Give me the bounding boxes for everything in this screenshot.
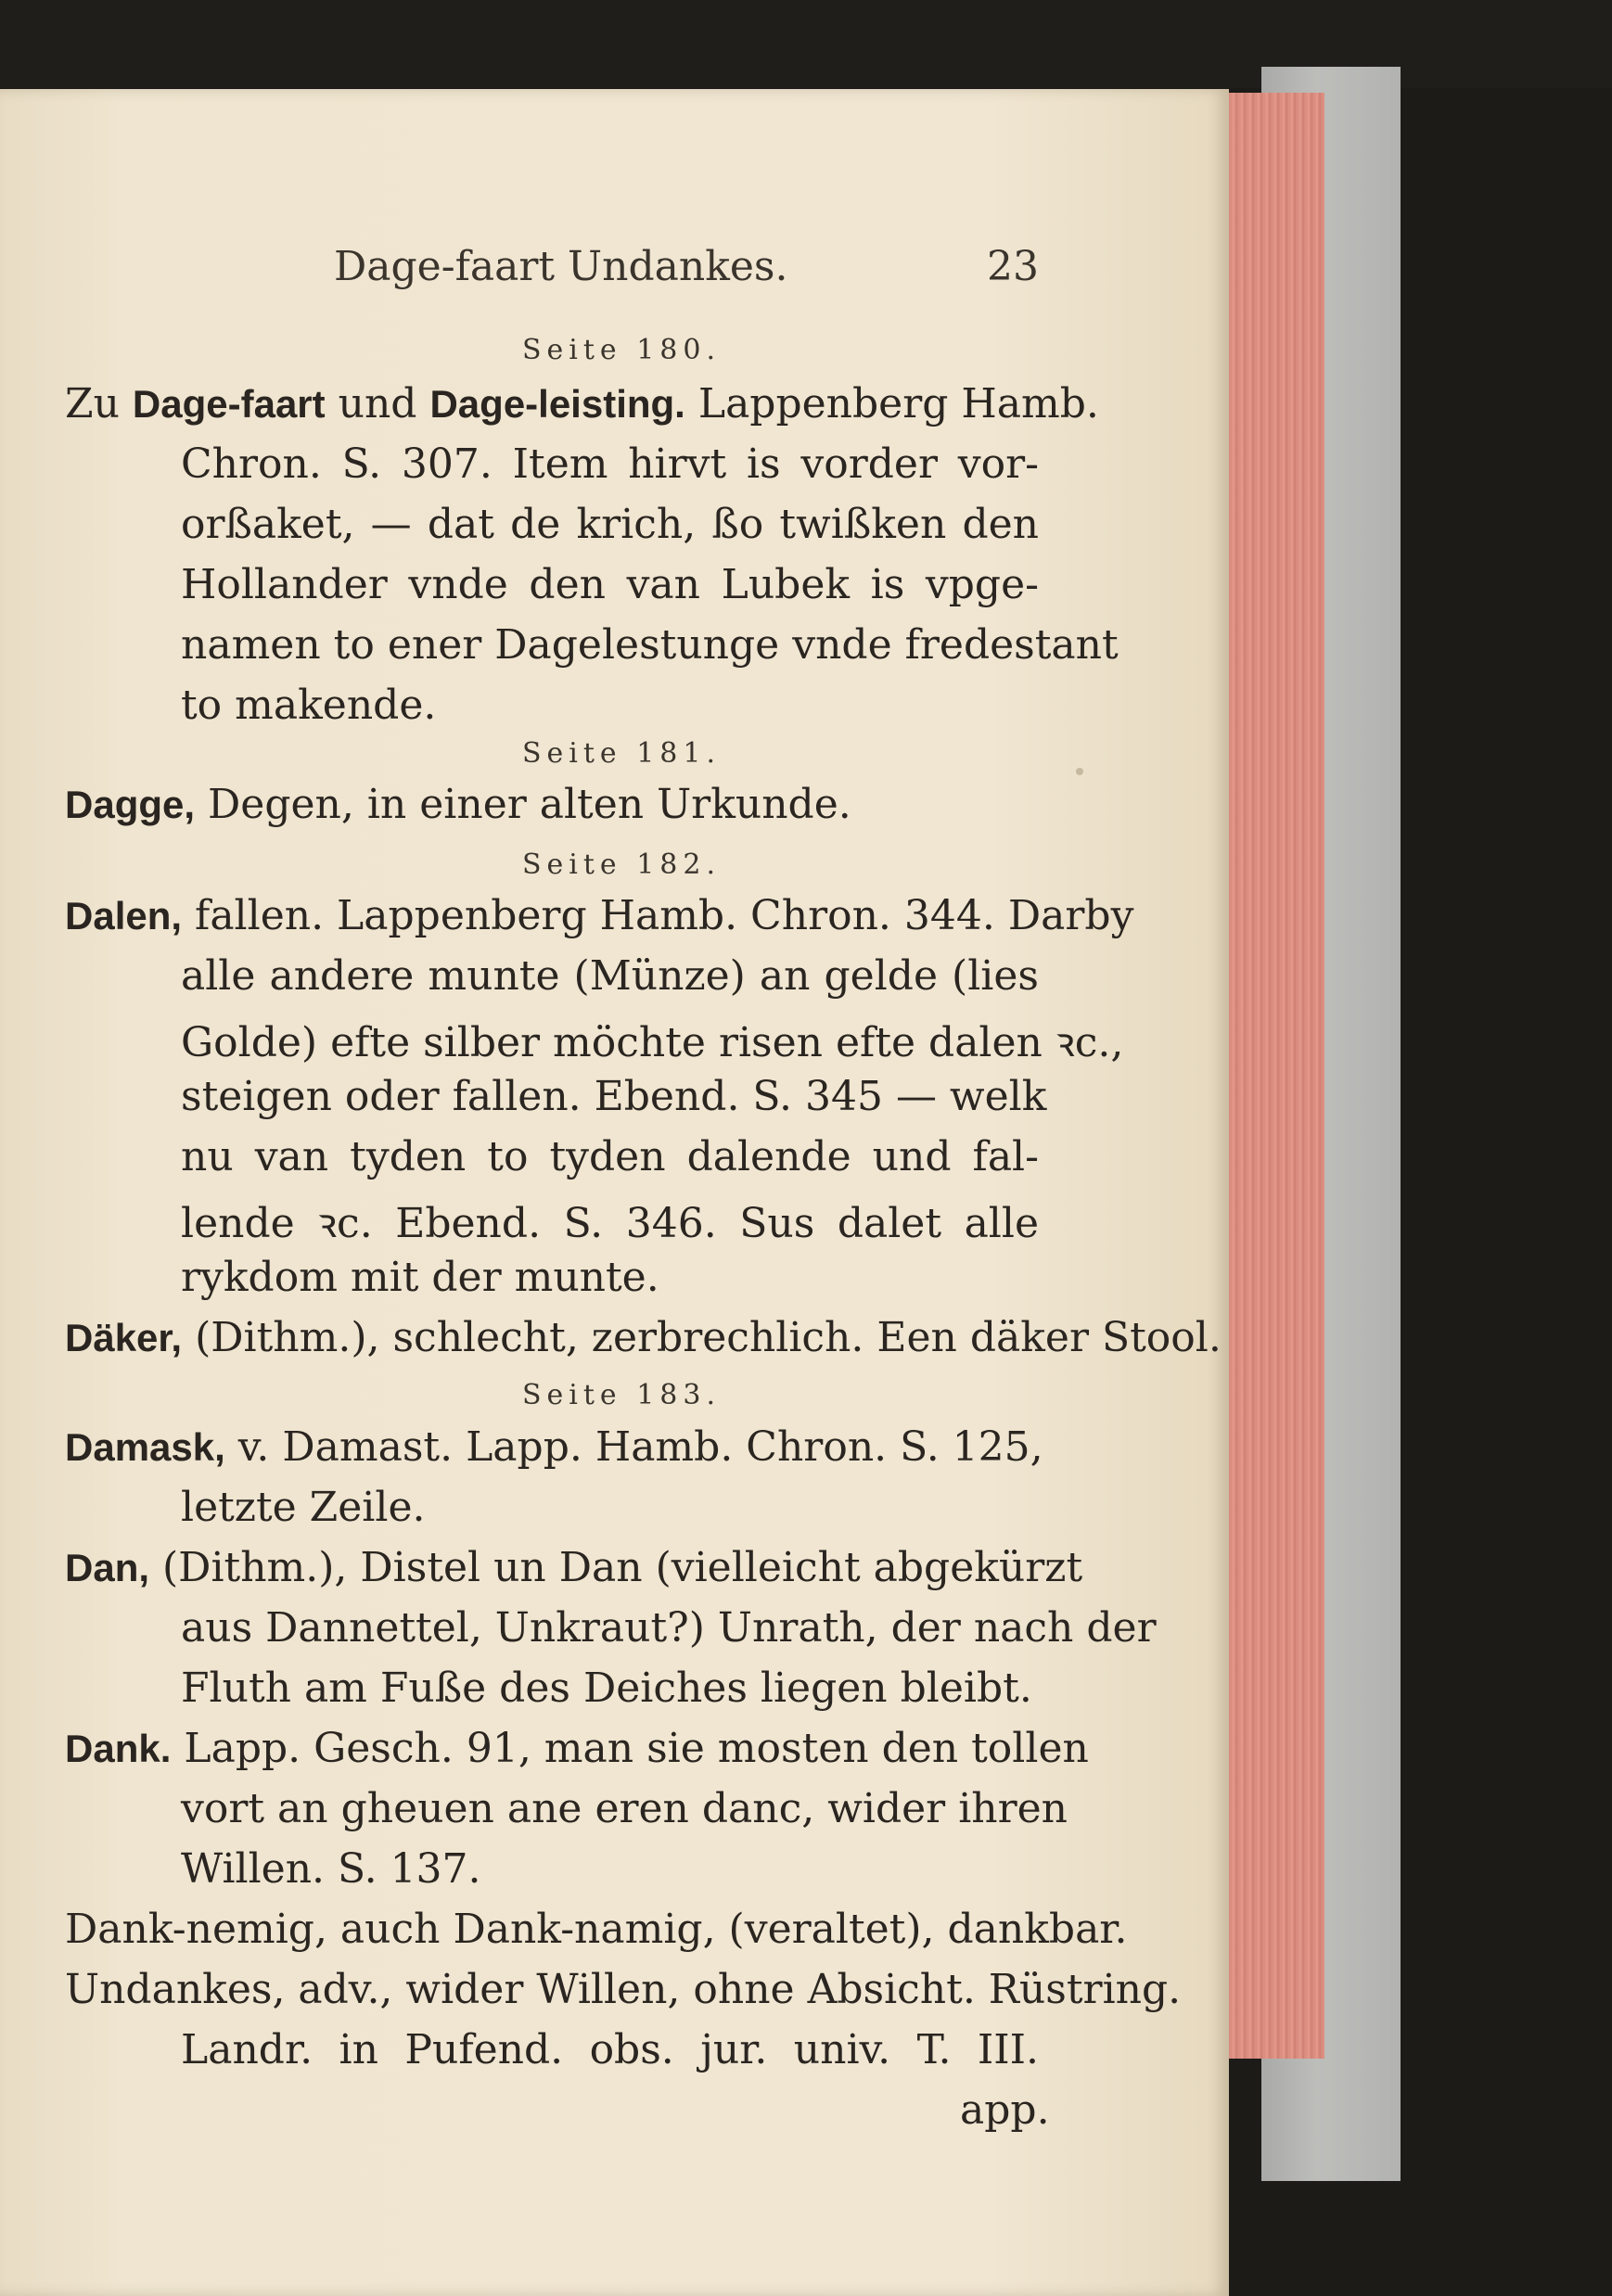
headword: Dan, [65,1546,150,1589]
page-block-edge [1222,93,1324,2059]
entry-line [65,781,851,828]
running-header [334,243,1039,299]
entry-line: steigen oder fallen. Ebend. S. 345 — welk [181,1073,1047,1120]
entry-line [65,1725,1089,1772]
entry-line: aus Dannettel, Unkraut?) Unrath, der nach der [181,1604,1157,1652]
catchword: app. [960,2086,1050,2134]
entry-line: to makende. [181,682,437,729]
entry-line [65,380,1099,427]
line-text: (Dithm.), Distel un Dan (vielleicht abgekürzt [149,1544,1083,1591]
line-text: Lappenberg Hamb. [684,380,1099,427]
line-text: Degen, in einer alten Urkunde. [195,781,851,828]
section-heading: Seite 183. [521,1379,722,1411]
line-text: und [325,380,430,427]
entry-line [65,1423,1043,1471]
entry-line: rykdom mit der munte. [181,1254,659,1301]
headword: Damask, [65,1425,225,1469]
entry-line: Willen. S. 137. [181,1845,481,1893]
section-heading: Seite 180. [521,334,722,366]
line-text: Zu [65,380,133,427]
line-text: fallen. Lappenberg Hamb. Chron. 344. Darby [182,892,1134,939]
entry-line: alle andere munte (Münze) an gelde (lies [181,952,1039,1000]
line-text: (Dithm.), schlecht, zerbrechlich. Een däker Stool. [182,1314,1222,1361]
entry-line: namen to ener Dagelestunge vnde fredestant [181,621,1119,669]
entry-line: Dank-nemig, auch Dank-namig, (veraltet), dankbar. [65,1906,1128,1953]
entry-line: vort an gheuen ane eren danc, wider ihren [181,1785,1068,1832]
section-heading: Seite 181. [521,737,722,770]
line-text: Lapp. Gesch. 91, man sie mosten den tollen [171,1725,1089,1772]
headword: Dage-leisting. [429,382,685,426]
headword: Dalen, [65,894,183,938]
entry-line: lende ꝛc. Ebend. S. 346. Sus dalet alle [181,1200,1039,1247]
headword: Dagge, [65,783,196,826]
entry-line: Chron. S. 307. Item hirvt is vorder vor- [181,440,1039,488]
entry-line [65,1544,1083,1591]
running-title: Dage-faart Undankes. [334,243,788,290]
line-text: v. Damast. Lapp. Hamb. Chron. S. 125, [224,1423,1043,1471]
headword: Dage-faart [132,382,326,426]
headword: Däker, [65,1316,183,1359]
entry-line: Fluth am Fuße des Deiches liegen bleibt. [181,1665,1032,1712]
entry-line: Golde) efte silber möchte risen efte dalen ꝛc., [181,1019,1124,1066]
page-number: 23 [987,243,1039,290]
section-heading: Seite 182. [521,848,722,881]
entry-line [65,892,1134,939]
entry-line: letzte Zeile. [181,1484,426,1531]
paper-speck [1076,768,1083,775]
entry-line: nu van tyden to tyden dalende und fal- [181,1133,1039,1180]
entry-line: Undankes, adv., wider Willen, ohne Absicht. Rüstring. [65,1966,1182,2013]
headword: Dank. [65,1727,172,1770]
entry-line: Landr. in Pufend. obs. jur. univ. T. III. [181,2026,1039,2073]
entry-line: orßaket, — dat de krich, ßo twißken den [181,501,1039,548]
entry-line [65,1314,1222,1361]
entry-line: Hollander vnde den van Lubek is vpge- [181,561,1039,608]
